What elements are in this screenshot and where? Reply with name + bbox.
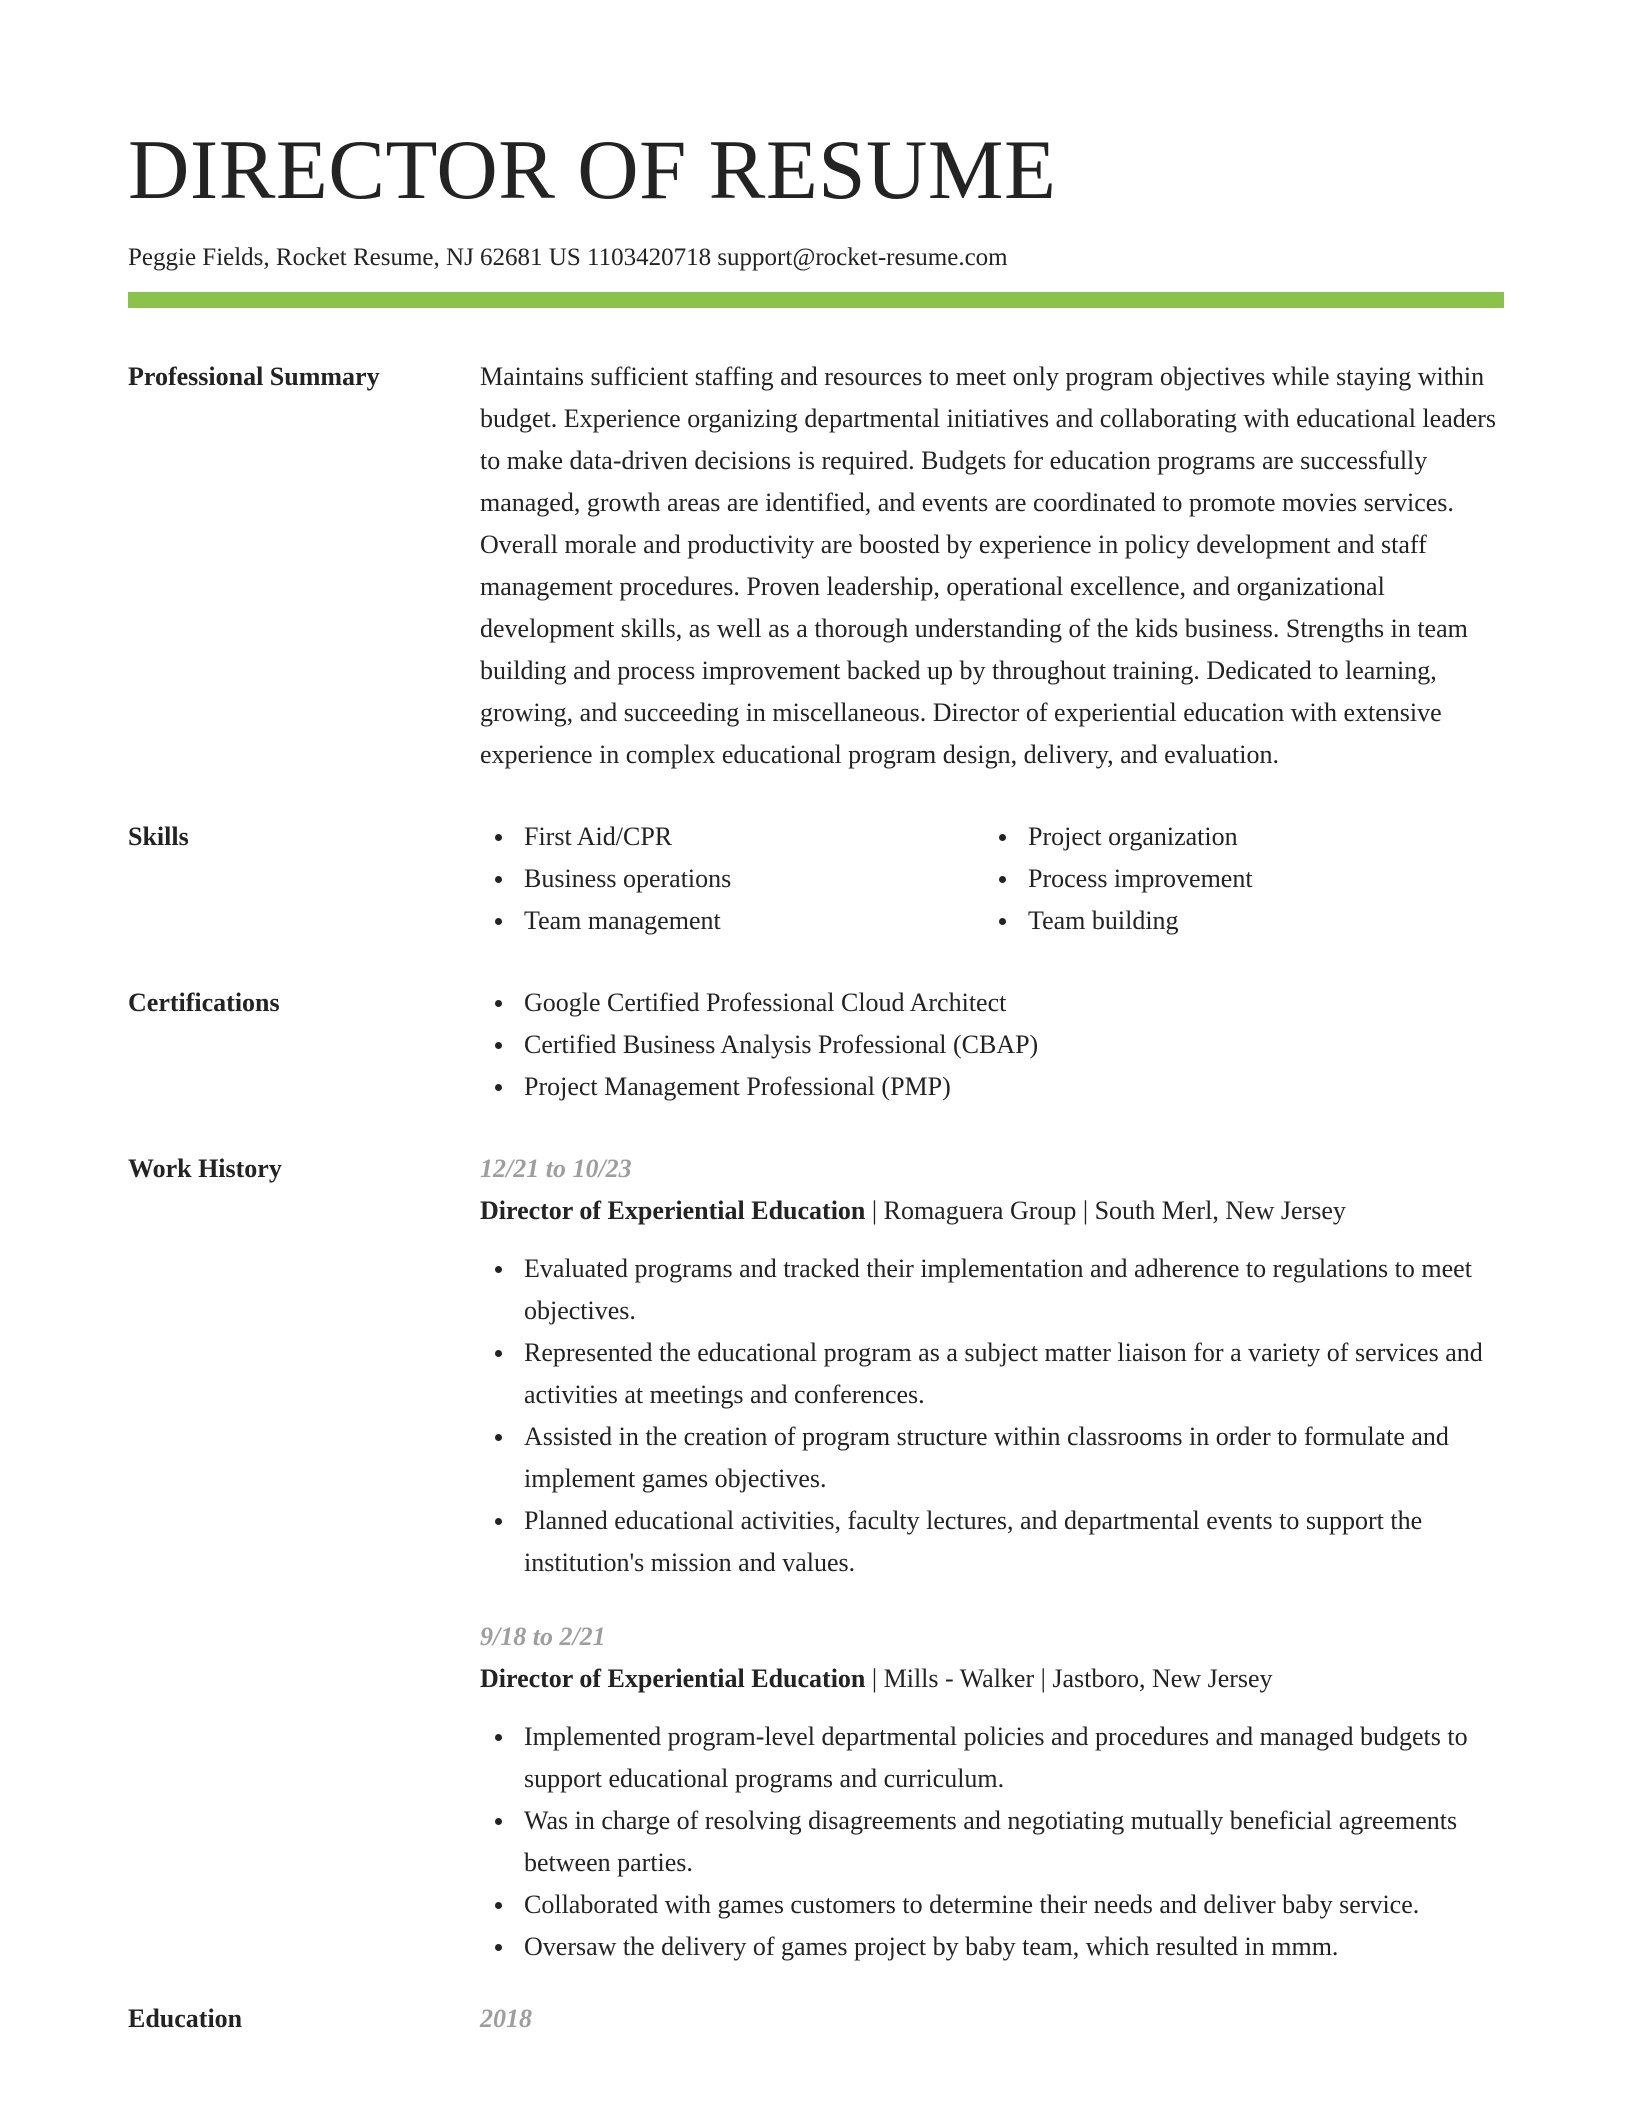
certifications-list bbox=[480, 982, 1504, 1108]
job-bullet: Implemented program-level departmental policies and procedures and managed budgets to support educational programs and curriculum. bbox=[480, 1716, 1504, 1800]
job-bullet: Planned educational activities, faculty lectures, and departmental events to support the institution's mission and values. bbox=[480, 1500, 1504, 1584]
certification-item: Certified Business Analysis Professional (CBAP) bbox=[480, 1024, 1504, 1066]
certification-item: Project Management Professional (PMP) bbox=[480, 1066, 1504, 1108]
section-label: Education bbox=[128, 2004, 243, 2033]
skill-item: Project organization bbox=[984, 816, 1488, 858]
skills-grid bbox=[480, 816, 1504, 942]
work-history-section bbox=[128, 1148, 1504, 1968]
job-dates: 9/18 to 2/21 bbox=[480, 1622, 606, 1651]
job-entry bbox=[480, 1616, 1504, 1968]
section-label: Professional Summary bbox=[128, 362, 380, 391]
job-bullets bbox=[480, 1716, 1504, 1968]
job-bullet: Collaborated with games customers to determine their needs and deliver baby service. bbox=[480, 1884, 1504, 1926]
skills-column bbox=[984, 816, 1488, 942]
section-label: Certifications bbox=[128, 988, 280, 1017]
skill-item: Business operations bbox=[480, 858, 984, 900]
job-title-line bbox=[480, 1658, 1504, 1700]
job-dates: 12/21 to 10/23 bbox=[480, 1154, 632, 1183]
education-section bbox=[128, 1998, 1504, 2040]
skill-item: Team management bbox=[480, 900, 984, 942]
job-title: Director of Experiential Education bbox=[480, 1664, 866, 1693]
resume-page bbox=[128, 120, 1504, 2040]
job-title: Director of Experiential Education bbox=[480, 1196, 866, 1225]
job-bullets bbox=[480, 1248, 1504, 1584]
job-bullet: Oversaw the delivery of games project by baby team, which resulted in mmm. bbox=[480, 1926, 1504, 1968]
skills-section bbox=[128, 816, 1504, 942]
job-details: | Mills - Walker | Jastboro, New Jersey bbox=[865, 1664, 1273, 1693]
section-label: Work History bbox=[128, 1154, 282, 1183]
job-title-line bbox=[480, 1190, 1504, 1232]
job-bullet: Was in charge of resolving disagreements and negotiating mutually beneficial agreements between parties. bbox=[480, 1800, 1504, 1884]
summary-text: Maintains sufficient staffing and resources to meet only program objectives while staying within budget. Experience organizing departmental initiatives and collaborating with educational leaders to make data-driven decisions is required. Budgets for education programs are successfully managed, growth areas are identified, and events are coordinated to promote movies services. Overall morale and productivity are boosted by experience in policy development and staff management procedures. Proven leadership, operational excellence, and organizational development skills, as well as a thorough understanding of the kids business. Strengths in team building and process improvement backed up by throughout training. Dedicated to learning, growing, and succeeding in miscellaneous. Director of experiential education with extensive experience in complex educational program design, delivery, and evaluation. bbox=[480, 362, 1497, 769]
job-bullet: Represented the educational program as a subject matter liaison for a variety of services and activities at meetings and conferences. bbox=[480, 1332, 1504, 1416]
certification-item: Google Certified Professional Cloud Architect bbox=[480, 982, 1504, 1024]
job-details: | Romaguera Group | South Merl, New Jersey bbox=[865, 1196, 1346, 1225]
resume-name: DIRECTOR OF RESUME bbox=[128, 123, 1057, 217]
job-bullet: Evaluated programs and tracked their implementation and adherence to regulations to meet objectives. bbox=[480, 1248, 1504, 1332]
skill-item: First Aid/CPR bbox=[480, 816, 984, 858]
accent-divider bbox=[128, 292, 1504, 308]
section-label: Skills bbox=[128, 822, 189, 851]
education-dates: 2018 bbox=[480, 2004, 532, 2033]
skill-item: Process improvement bbox=[984, 858, 1488, 900]
certifications-section bbox=[128, 982, 1504, 1108]
skill-item: Team building bbox=[984, 900, 1488, 942]
job-entry bbox=[480, 1148, 1504, 1584]
summary-section bbox=[128, 356, 1504, 776]
skills-column bbox=[480, 816, 984, 942]
contact-line: Peggie Fields, Rocket Resume, NJ 62681 US 1103420718 support@rocket-resume.com bbox=[128, 244, 1008, 271]
job-bullet: Assisted in the creation of program structure within classrooms in order to formulate and implement games objectives. bbox=[480, 1416, 1504, 1500]
